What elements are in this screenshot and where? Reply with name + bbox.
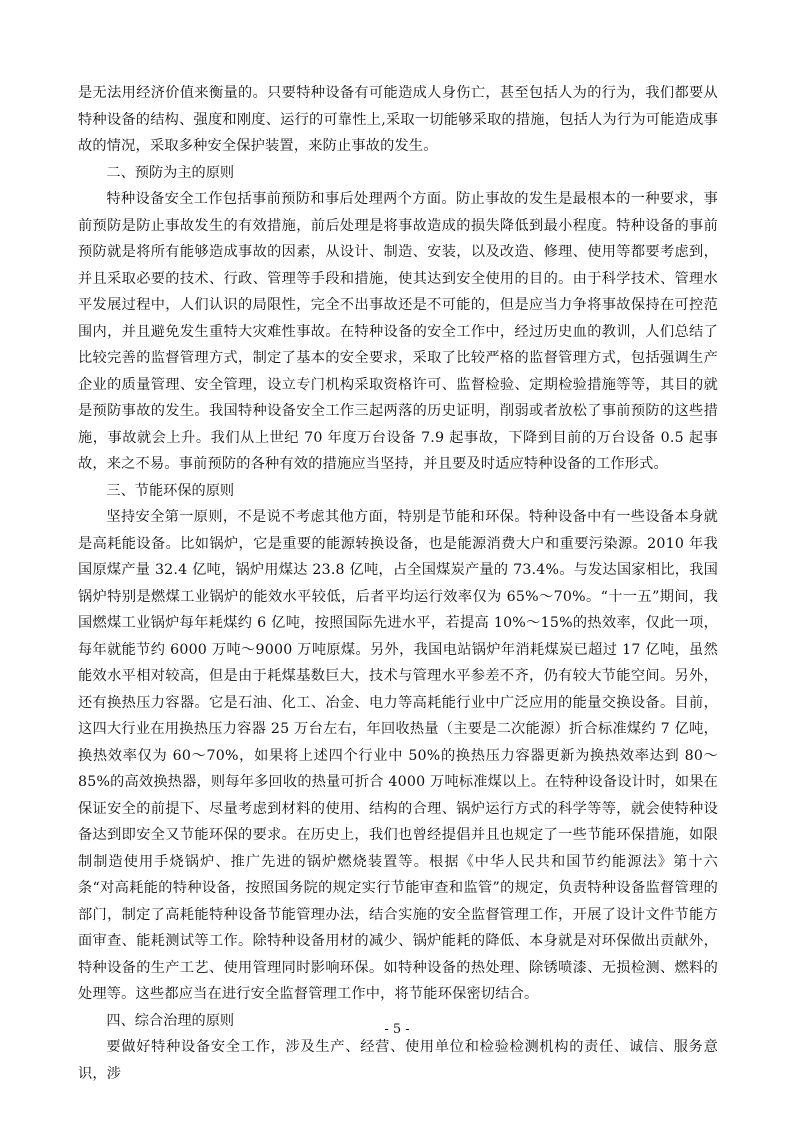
section-heading-prevention: 二、预防为主的原则 (106, 164, 235, 181)
paragraph-intro: 是无法用经济价值来衡量的。只要特种设备有可能造成人身伤亡，甚至包括人为的行为，我们都要从特种设备的结构、强度和刚度、运行的可靠性上,采取一切能够采取的措施，包括人为行为可能造成事故的情况，采取多种安全保护装置，来防止事故的发生。 (78, 85, 718, 154)
page-number: - 5 - (384, 1022, 410, 1037)
section-heading-comprehensive: 四、综合治理的原则 (106, 1012, 235, 1029)
paragraph-prevention: 特种设备安全工作包括事前预防和事后处理两个方面。防止事故的发生是最根本的一种要求，事前预防是防止事故发生的有效措施，前后处理是将事故造成的损失降低到最小程度。特种设备的事前预防就是将所有能够造成事故的因素，从设计、制造、安装，以及改造、修理、使用等都要考虑到，并且采取必要的技术、行政、管理等手段和措施，使其达到安全使用的目的。由于科学技术、管理水平发展过程中，人们认识的局限性，完全不出事故还是不可能的，但是应当力争将事故保持在可控范围内，并且避免发生重特大灾难性事故。在特种设备的安全工作中，经过历史血的教训，人们总结了比较完善的监督管理方式，制定了基本的安全要求，采取了比较严格的监督管理方式，包括强调生产企业的质量管理、安全管理，设立专门机构采取资格许可、监督检验、定期检验措施等等，其目的就是预防事故的发生。我国特种设备安全工作三起两落的历史证明，削弱或者放松了事前预防的这些措施，事故就会上升。我们从上世纪 70 年度万台设备 7.9 起事故，下降到目前的万台设备 0.5 起事故，来之不易。事前预防的各种有效的措施应当坚持，并且要及时适应特种设备的工作形式。 (78, 191, 718, 472)
document-body (78, 80, 718, 1087)
section-heading-energy-saving: 三、节能环保的原则 (106, 482, 235, 499)
paragraph-comprehensive: 要做好特种设备安全工作，涉及生产、经营、使用单位和检验检测机构的责任、诚信、服务意识，涉 (78, 1039, 718, 1082)
paragraph-energy-saving: 坚持安全第一原则，不是说不考虑其他方面，特别是节能和环保。特种设备中有一些设备本身就是高耗能设备。比如锅炉，它是重要的能源转换设备，也是能源消费大户和重要污染源。2010 年我国原煤产量 32.4 亿吨，锅炉用煤达 23.8 亿吨，占全国煤炭产量的 73.4%。与发达国家相比，我国锅炉特别是燃煤工业锅炉的能效水平较低，后者平均运行效率仅为 65%～70%。“十一五”期间，我国燃煤工业锅炉每年耗煤约 6 亿吨，按照国际先进水平，若提高 10%～15%的热效率，仅此一项，每年就能节约 6000 万吨～9000 万吨原煤。另外，我国电站锅炉年消耗煤炭已超过 17 亿吨，虽然能效水平相对较高，但是由于耗煤基数巨大，技术与管理水平参差不齐，仍有较大节能空间。另外，还有换热压力容器。它是石油、化工、冶金、电力等高耗能行业中广泛应用的能量交换设备。目前，这四大行业在用换热压力容器 25 万台左右，年回收热量（主要是二次能源）折合标准煤约 7 亿吨，换热效率仅为 60～70%，如果将上述四个行业中 50%的换热压力容器更新为换热效率达到 80～85%的高效换热器，则每年多回收的热量可折合 4000 万吨标准煤以上。在特种设备设计时，如果在保证安全的前提下、尽量考虑到材料的使用、结构的合理、锅炉运行方式的科学等等，就会使特种设备达到即安全又节能环保的要求。在历史上，我们也曾经提倡并且也规定了一些节能环保措施，如限制制造使用手烧锅炉、推广先进的锅炉燃烧装置等。根据《中华人民共和国节约能源法》第十六条“对高耗能的特种设备，按照国务院的规定实行节能审查和监管”的规定，负责特种设备监督管理的部门，制定了高耗能特种设备节能管理办法，结合实施的安全监督管理工作，开展了设计文件节能方面审查、能耗测试等工作。除特种设备用材的减少、锅炉能耗的降低、本身就是对环保做出贡献外，特种设备的生产工艺、使用管理同时影响环保。如特种设备的热处理、除锈喷漆、无损检测、燃料的处理等。这些都应当在进行安全监督管理工作中，将节能环保密切结合。 (78, 509, 718, 1002)
